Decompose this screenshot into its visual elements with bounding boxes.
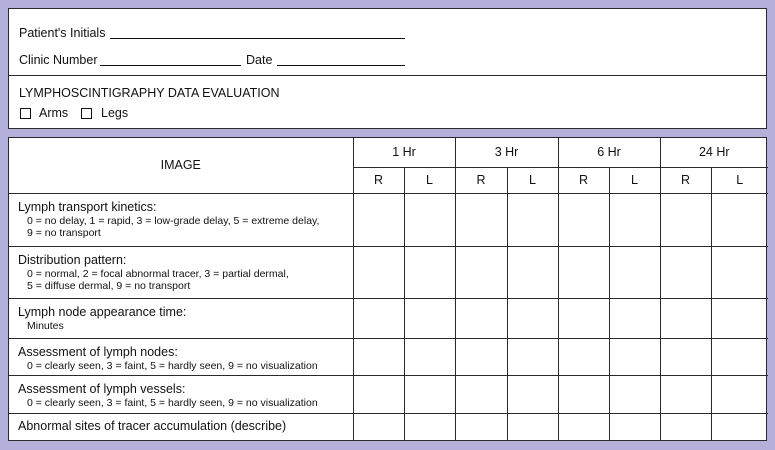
score-cell[interactable] [711, 375, 768, 413]
timepoint-header-24hr: 24 Hr [660, 138, 768, 167]
evaluation-title: LYMPHOSCINTIGRAPHY DATA EVALUATION [19, 86, 280, 100]
score-cell[interactable] [711, 413, 768, 440]
table-row [9, 193, 768, 246]
score-cell[interactable] [558, 413, 609, 440]
side-header-l: L [609, 167, 660, 193]
score-cell[interactable] [507, 375, 558, 413]
table-row [9, 338, 768, 375]
row-scale-line: Minutes [27, 319, 64, 332]
side-header-l: L [711, 167, 768, 193]
side-header-l: L [404, 167, 455, 193]
row-title: Distribution pattern: [18, 252, 127, 267]
score-cell[interactable] [455, 338, 507, 375]
score-cell[interactable] [558, 246, 609, 298]
score-cell[interactable] [404, 375, 455, 413]
score-cell[interactable] [404, 246, 455, 298]
score-cell[interactable] [455, 298, 507, 338]
table-row [9, 246, 768, 298]
score-cell[interactable] [558, 338, 609, 375]
score-cell[interactable] [609, 413, 660, 440]
score-cell[interactable] [404, 193, 455, 246]
table-row [9, 298, 768, 338]
score-cell[interactable] [353, 193, 404, 246]
timepoint-header-6hr: 6 Hr [558, 138, 660, 167]
score-cell[interactable] [609, 298, 660, 338]
date-field[interactable] [277, 65, 405, 66]
score-cell[interactable] [711, 298, 768, 338]
score-cell[interactable] [609, 246, 660, 298]
score-cell[interactable] [455, 193, 507, 246]
row-label [9, 298, 353, 338]
score-cell[interactable] [609, 338, 660, 375]
score-cell[interactable] [609, 375, 660, 413]
row-title: Assessment of lymph nodes: [18, 344, 178, 359]
score-cell[interactable] [609, 193, 660, 246]
legs-label: Legs [101, 106, 129, 120]
patient-initials-label: Patient's Initials [19, 26, 106, 40]
row-label [9, 338, 353, 375]
clinic-number-field[interactable] [100, 65, 241, 66]
arms-label: Arms [39, 106, 69, 120]
row-scale-line: 0 = clearly seen, 3 = faint, 5 = hardly seen, 9 = no visualization [27, 396, 318, 409]
row-title: Lymph transport kinetics: [18, 199, 157, 214]
score-cell[interactable] [660, 338, 711, 375]
side-header-r: R [353, 167, 404, 193]
clinic-number-label: Clinic Number [19, 53, 98, 67]
row-scale-line: 0 = normal, 2 = focal abnormal tracer, 3 = partial dermal, [27, 267, 289, 280]
score-cell[interactable] [558, 193, 609, 246]
row-title: Abnormal sites of tracer accumulation (describe) [18, 419, 287, 434]
score-cell[interactable] [507, 193, 558, 246]
patient-info-panel [8, 8, 767, 129]
score-cell[interactable] [353, 375, 404, 413]
row-title: Assessment of lymph vessels: [18, 381, 186, 396]
score-cell[interactable] [507, 413, 558, 440]
legs-checkbox[interactable] [81, 108, 92, 119]
side-header-r: R [558, 167, 609, 193]
score-cell[interactable] [660, 413, 711, 440]
row-scale-line: 0 = clearly seen, 3 = faint, 5 = hardly seen, 9 = no visualization [27, 359, 318, 372]
score-cell[interactable] [711, 193, 768, 246]
score-cell[interactable] [455, 246, 507, 298]
row-scale-line: 0 = no delay, 1 = rapid, 3 = low-grade delay, 5 = extreme delay, [27, 214, 320, 227]
score-cell[interactable] [660, 246, 711, 298]
row-label [9, 375, 353, 413]
score-cell[interactable] [660, 375, 711, 413]
side-header-l: L [507, 167, 558, 193]
side-header-r: R [660, 167, 711, 193]
row-label [9, 413, 353, 440]
scoring-grid-panel [8, 137, 767, 441]
side-header-r: R [455, 167, 507, 193]
row-label [9, 246, 353, 298]
score-cell[interactable] [507, 298, 558, 338]
score-cell[interactable] [404, 413, 455, 440]
score-cell[interactable] [711, 246, 768, 298]
timepoint-header-1hr: 1 Hr [353, 138, 455, 167]
score-cell[interactable] [404, 338, 455, 375]
table-row [9, 375, 768, 413]
score-cell[interactable] [404, 298, 455, 338]
score-cell[interactable] [507, 246, 558, 298]
arms-checkbox[interactable] [20, 108, 31, 119]
table-row [9, 413, 768, 440]
score-cell[interactable] [711, 338, 768, 375]
row-label [9, 193, 353, 246]
date-label: Date [246, 53, 273, 67]
score-cell[interactable] [558, 375, 609, 413]
section-divider [9, 75, 766, 76]
score-cell[interactable] [455, 413, 507, 440]
score-cell[interactable] [353, 298, 404, 338]
row-scale-line: 5 = diffuse dermal, 9 = no transport [27, 280, 191, 292]
row-scale-line: 9 = no transport [27, 227, 101, 239]
row-title: Lymph node appearance time: [18, 304, 187, 319]
score-cell[interactable] [660, 298, 711, 338]
timepoint-header-3hr: 3 Hr [455, 138, 558, 167]
scoring-table [9, 138, 768, 440]
score-cell[interactable] [353, 338, 404, 375]
score-cell[interactable] [558, 298, 609, 338]
score-cell[interactable] [455, 375, 507, 413]
score-cell[interactable] [660, 193, 711, 246]
score-cell[interactable] [353, 246, 404, 298]
score-cell[interactable] [353, 413, 404, 440]
score-cell[interactable] [507, 338, 558, 375]
patient-initials-field[interactable] [110, 38, 405, 39]
image-column-header: IMAGE [9, 138, 353, 193]
